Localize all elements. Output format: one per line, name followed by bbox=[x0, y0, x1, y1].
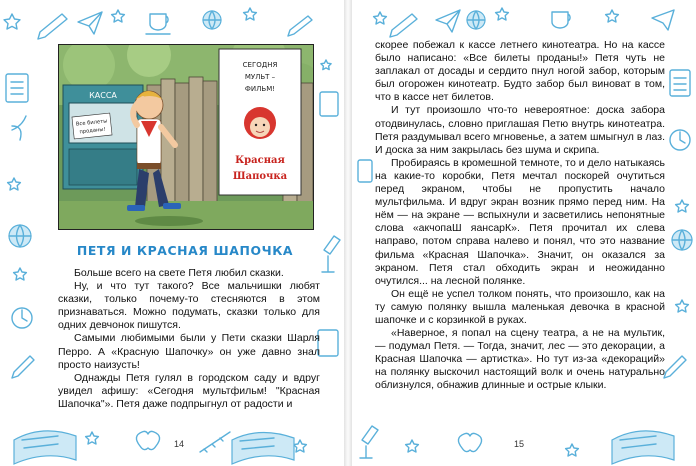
clock-doodle-icon bbox=[670, 130, 690, 150]
lamp-doodle-icon bbox=[322, 236, 340, 272]
cup-doodle-icon bbox=[552, 12, 570, 28]
page-number-left: 14 bbox=[174, 439, 185, 449]
apple-doodle-icon bbox=[136, 431, 159, 449]
poster-line-5: Шапочка bbox=[232, 171, 288, 182]
paragraph: Ну, и что тут такого? Все мальчишки любят сказки, только почему-то стесняются в этом признаваться. Можно подумать, сказки только для одних девчонок пишутся. bbox=[58, 280, 320, 332]
clock-doodle-icon bbox=[12, 308, 32, 328]
left-page-text bbox=[58, 267, 320, 411]
paragraph: Пробираясь в кромешной темноте, то и дело натыкаясь на какие-то коробки, Петя мечтал поскорей очутиться перед экраном, чтобы не пропустить начало мультфильма. И вдруг экран возник прямо перед ним. На нём — на экране — вспыхнули и засветились непонятные слова «акчопаШ яансарК». Петя прочитал их слева направо, потом справа налево и понял, что это название фильма «Красная Шапочка». Значит, он оказался за экраном. Петя стал обходить экран и неожиданно очутился... на лесной полянке. bbox=[375, 156, 665, 287]
poster-line-1: СЕГОДНЯ bbox=[242, 61, 278, 69]
paragraph: Однажды Петя гулял в городском саду и вдруг увидел афишу: «Сегодня мультфильм! "Красная Шапочка"». Петя даже подпрыгнул от радости и bbox=[58, 371, 320, 410]
paragraph: «Наверное, я попал на сцену театра, а не на мультик, — подумал Петя. — Тогда, значит, лес — это декорации, а Красная Шапочка — артистка». Но тут из-за «декораций» на полянку выскочил настоящий волк и очень натурально облизнулся, обнажив длинные и острые клыки. bbox=[375, 327, 665, 392]
booth-sign-text: КАССА bbox=[89, 91, 117, 100]
paragraph: Больше всего на свете Петя любил сказки. bbox=[74, 267, 284, 279]
paragraph: Самыми любимыми были у Пети сказки Шарля Перро. А «Красную Шапочку» он уже давно знал просто наизусть! bbox=[58, 332, 320, 371]
poster-line-2: МУЛЬТ – bbox=[244, 73, 276, 81]
movie-poster bbox=[219, 49, 301, 195]
paper-plane-doodle-icon bbox=[78, 12, 102, 34]
paragraph: И тут произошло что-то невероятное: доска забора отодвинулась, словно приглашая Петю внутрь кинотеатра. Петя раздумывал всего мгновенье, а затем шмыгнул в лаз. И доска за ним закрылась без шума и скрипа. bbox=[375, 104, 665, 156]
story-title: ПЕТЯ И КРАСНАЯ ШАПОЧКА bbox=[76, 243, 294, 258]
lamp-doodle-icon bbox=[360, 426, 378, 458]
story-illustration bbox=[58, 44, 314, 230]
poster-line-3: ФИЛЬМ! bbox=[244, 85, 276, 93]
right-page bbox=[352, 0, 696, 466]
page-number-right: 15 bbox=[514, 439, 525, 449]
paragraph: скорее побежал к кассе летнего кинотеатра. Но на кассе было написано: «Все билеты проданы!» Петя чуть не заплакал от досады и сердито пнул ногой забор, которым был огорожен кинотеатр. Будто забор был виноват в том, что в кассе нет билетов. bbox=[375, 39, 665, 104]
right-page-text bbox=[375, 39, 665, 393]
paint-brush-doodle-icon bbox=[12, 116, 26, 140]
cup-doodle-icon bbox=[146, 14, 170, 34]
poster-line-4: Красная bbox=[235, 155, 285, 166]
ruler-doodle-icon bbox=[200, 432, 230, 452]
left-page bbox=[0, 0, 344, 466]
open-book-doodle-icon bbox=[612, 431, 674, 464]
booth-notice-line-1: Все билеты bbox=[75, 118, 108, 128]
apple-doodle-icon bbox=[458, 433, 481, 451]
book-gutter bbox=[344, 0, 352, 466]
paragraph: Он ещё не успел толком понять, что произошло, как на ту самую полянку вышла маленькая девочка в красной шапочке и с корзинкой в руках. bbox=[375, 287, 665, 326]
ticket-booth bbox=[63, 85, 143, 189]
booth-notice-line-2: проданы! bbox=[79, 126, 106, 136]
